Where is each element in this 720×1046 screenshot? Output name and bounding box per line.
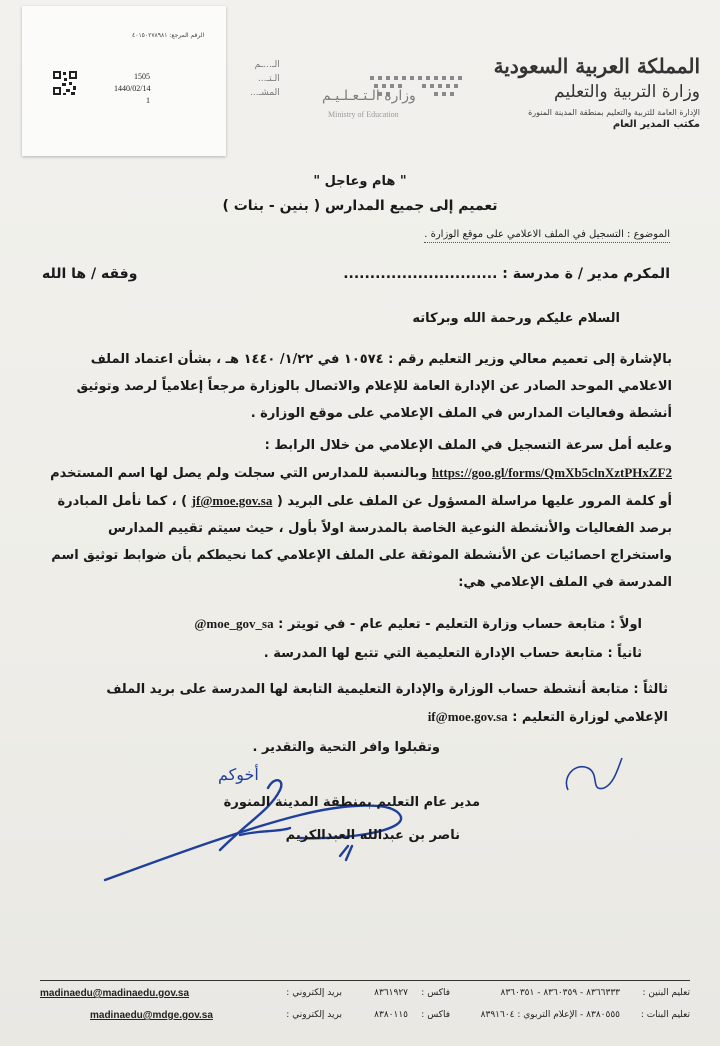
greeting: السلام عليكم ورحمة الله وبركاته [412, 311, 620, 326]
footer-boys-fax: ٨٣٦١٩٢٧ [374, 988, 408, 998]
media-email-link[interactable]: if@moe.gov.sa [427, 709, 508, 724]
header-left-label-2: الـتـ... [257, 74, 280, 84]
stamp-number: 1505 [134, 72, 150, 81]
footer-boys-fax-label: فاكس : [421, 988, 450, 998]
addressee: المكرم مدير / ة مدرسة : ............................. [343, 266, 670, 282]
list-item-third-text: ثالثاً : متابعة أنشطة حساب الوزارة والإدارة التعليمية التابعة لها المدرسة على بريد الملف الإعلامي لوزارة التعليم : [106, 682, 668, 725]
signer-title: مدير عام التعليم بمنطقة المدينة المنورة [223, 795, 480, 810]
registration-link[interactable]: https://goo.gl/forms/QmXb5clnXztPHxZF2 [431, 465, 672, 480]
list-item-first-text: اولاً : متابعة حساب وزارة التعليم - تعليم عام - في تويتر : [278, 617, 642, 632]
footer-boys-email-label: بريد إلكتروني : [286, 988, 342, 998]
footer-girls-fax-label: فاكس : [421, 1010, 450, 1020]
urgent-label: " هام وعاجل " [313, 174, 407, 189]
office-title: مكتب المدير العام [612, 119, 700, 130]
kingdom-title: المملكة العربية السعودية [493, 54, 700, 78]
footer-girls-email-label: بريد إلكتروني : [286, 1010, 342, 1020]
header-left-label-1: الـ...ـم [254, 60, 280, 70]
paragraph-request-intro: وعليه أمل سرعة التسجيل في الملف الإعلامي من خلال الرابط : [264, 438, 672, 453]
footer-row-girls [40, 1010, 690, 1024]
closing-line: وتقبلوا وافر التحية والتقدير . [252, 740, 440, 755]
footer-row-boys [40, 988, 690, 1002]
footer-girls-fax: ٨٣٨٠١١٥ [374, 1010, 408, 1020]
footer-boys-label: تعليم البنين : [642, 988, 690, 998]
footer-boys-phones: ٨٣٦٦٣٣٣ - ٨٣٦٠٣٥٩ - ٨٣٦٠٣٥١ [500, 988, 620, 998]
contact-email-link[interactable]: jf@moe.gov.sa [191, 493, 273, 508]
ministry-title: وزارة التربية والتعليم [554, 82, 700, 102]
reference-stamp [22, 6, 226, 156]
list-item-third [48, 676, 668, 731]
letterhead [494, 54, 700, 130]
list-item-second: ثانياً : متابعة حساب الإدارة التعليمية التي تتبع لها المدرسة . [263, 646, 642, 661]
handwritten-signature-icon [100, 760, 420, 890]
circular-title: تعميم إلى جميع المدارس ( بنين - بنات ) [222, 198, 498, 214]
addressee-blessing: وفقه / ها الله [42, 266, 138, 282]
subject-line: الموضوع : التسجيل في الملف الاعلامي على موقع الوزارة . [424, 229, 670, 243]
footer-girls-label: تعليم البنات : [640, 1010, 690, 1020]
stamp-reference-text: الرقم المرجع: ٤٠١٥٠٢٧٨٩٨١ [132, 32, 205, 39]
handwritten-note: أخوكم [218, 765, 259, 784]
directorate-title: الإدارة العامة للتربية والتعليم بمنطقة المدينة المنورة [528, 108, 700, 117]
header-left-label-3: المشـ... [250, 88, 280, 98]
footer-divider [40, 980, 690, 981]
footer-girls-email[interactable]: madinaedu@mdge.gov.sa [90, 1010, 213, 1021]
qr-code-icon [52, 70, 78, 96]
header-left-labels [250, 58, 280, 100]
footer-boys-email[interactable]: madinaedu@madinaedu.gov.sa [40, 988, 190, 999]
paragraph-reference: بالإشارة إلى تعميم معالي وزير التعليم رقم : ١٠٥٧٤ في ١/٢٢/ ١٤٤٠ هـ ، بشأن اعتماد الملف الاعلامي الموحد الصادر عن الإدارة العامة للإعلام والاتصال بالوزارة مرجعاً إعلامياً لرصد وتوثيق أنشطة وفعاليات المدارس في الملف الإعلامي على موقع الوزارة . [76, 352, 672, 421]
initials-icon [560, 748, 630, 804]
paragraph-request [50, 432, 672, 596]
list-item-first [194, 616, 642, 632]
paragraph-request-body: وبالنسبة للمدارس التي سجلت ولم يصل لها اسم المستخدم أو كلمة المرور عليها مراسلة المسؤول عن الملف على البريد ( [50, 466, 672, 509]
ministry-logo-arabic: وزارة الـتـعـلـيـم [322, 88, 416, 104]
stamp-attachments: 1 [146, 96, 150, 105]
stamp-date: 1440/02/14 [114, 84, 151, 93]
footer-girls-phones: ٨٣٨٠٥٥٥ - الإعلام التربوي : ٨٣٩١٦٠٤ [480, 1010, 620, 1020]
paragraph-request-rest: ) ، كما نأمل المبادرة برصد الفعاليات والأنشطة النوعية الخاصة بالمدرسة اولاً بأول ، حيث سيتم تقييم المدارس واستخراج احصائيات عن الأنشطة الموثقة على الملف الإعلامي كما نحيطكم بأن ضوابط توثيق اسم المدرسة في الملف الإعلامي هي: [51, 494, 672, 590]
signer-name: ناصر بن عبدالله العبدالكريم [285, 828, 460, 843]
ministry-logo-english: Ministry of Education [328, 110, 399, 119]
twitter-handle-link[interactable]: @moe_gov_sa [194, 616, 274, 631]
